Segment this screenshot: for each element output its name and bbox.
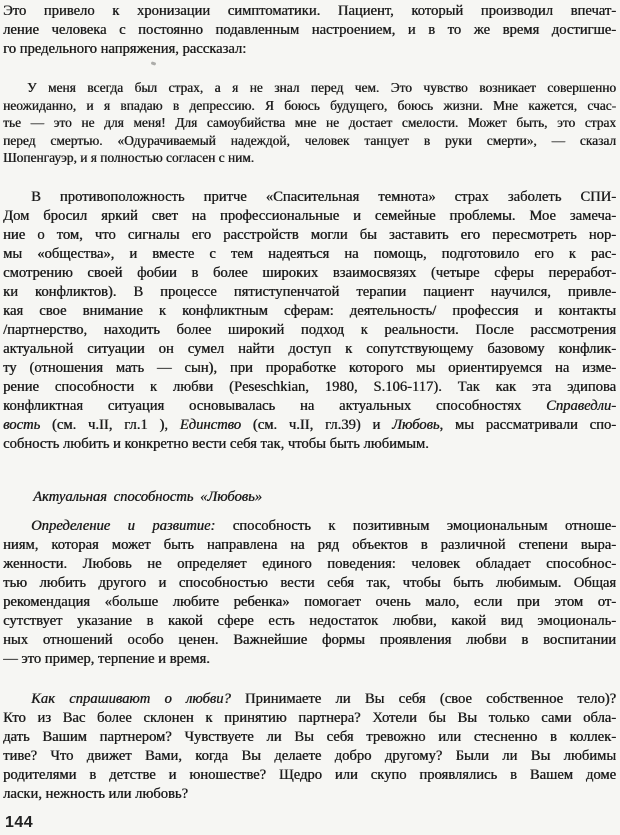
text: женности. Любовь не определяет единого поведения: человек обладает способнос- xyxy=(3,556,616,572)
text: Принимаете ли Вы себя (свое собственное тело)? xyxy=(230,691,616,707)
italic-text: Актуальная способность «Любовь» xyxy=(33,489,262,505)
text-line xyxy=(3,40,616,59)
text-line xyxy=(3,650,616,669)
text-line xyxy=(3,747,616,766)
text-line xyxy=(3,593,616,612)
text: способность к позитивным эмоциональным отноше- xyxy=(215,518,616,534)
paragraph-definition-and-development xyxy=(3,517,616,669)
text: конфликтная ситуация основывалась на актуальных способностях xyxy=(3,398,547,414)
text: У меня всегда был страх, а я не знал перед чем. Это чувство возникает совершенно xyxy=(27,80,616,95)
text-line xyxy=(3,79,616,97)
text: сутствует указание в какой сфере есть недостаток любви, какой вид эмоциональ- xyxy=(3,613,616,629)
text-line xyxy=(3,21,616,40)
text: Это привело к хронизации симптоматики. Пациент, который производил впечат- xyxy=(3,3,616,19)
section-heading-actual-ability-love xyxy=(3,488,616,507)
italic-text: Как спрашивают о любви? xyxy=(31,691,231,707)
text: го предельного напряжения, рассказал: xyxy=(3,41,247,57)
text: смотрению своей фобии в более широких взаимосвязях (четыре сферы переработ- xyxy=(3,265,616,281)
text-line xyxy=(3,359,616,378)
text-line xyxy=(3,397,616,416)
text-line xyxy=(3,264,616,283)
text: кая свое внимание к конфликтным сферам: деятельность/ профессия и контакты xyxy=(3,303,616,319)
text: собность любить и конкретно вести себя так, чтобы быть любимым. xyxy=(3,436,429,452)
text-line xyxy=(3,517,616,536)
text: (см. ч.II, гл.39) и xyxy=(240,417,393,433)
text-line xyxy=(3,766,616,785)
text: тью любить другого и способностью вести себя так, чтобы быть любимым. Общая xyxy=(3,575,616,591)
italic-text: Любовь xyxy=(392,417,440,433)
text: тье — это не для меня! Для самоубийства мне не достает смелости. Может быть, это страх xyxy=(3,115,616,130)
paragraph-symptom-chronification xyxy=(3,2,616,59)
text: ту (отношения мать — сын), при проработке которого мы ориентируемся на изме- xyxy=(3,360,616,376)
text: В противоположность притче «Спасительная темнота» страх заболеть СПИ- xyxy=(31,189,616,205)
text-line xyxy=(3,340,616,359)
patient-quote xyxy=(3,79,616,167)
text: дать Вашим партнером? Чувствуете ли Вы себя тревожно или стесненно в коллек- xyxy=(3,729,616,745)
text: рекомендация «больше любите ребенка» помогает очень мало, если при этом от- xyxy=(3,594,616,610)
text: мы «общества», и вместе с тем надеяться на помощь, подготовило его к рас- xyxy=(3,246,616,262)
text: /партнерство, находить более широкий подход к реальности. После рассмотрения xyxy=(3,322,616,338)
italic-text: Определение и развитие: xyxy=(31,518,216,534)
text: тиве? Что движет Вами, когда Вы делаете добро другому? Были ли Вы любимы xyxy=(3,748,616,764)
text-line xyxy=(3,245,616,264)
page-text xyxy=(3,2,616,804)
text: Дом бросил яркий свет на профессиональные и семейные проблемы. Мое замеча- xyxy=(3,208,616,224)
text: ниям, которая может быть направлена на ряд объектов в различной степени выра- xyxy=(3,537,616,553)
text: ние о том, что сигналы его расстройств могли бы заставить его пересмотреть нор- xyxy=(3,227,616,243)
text-line xyxy=(3,114,616,132)
text: ление человека с постоянно подавленным настроением, и в то же время достигше- xyxy=(3,22,616,38)
text-line xyxy=(3,416,616,435)
text: Шопенгауэр, и я полностью согласен с ним. xyxy=(3,150,254,165)
text: ки конфликтов). В процессе пятиступенчатой терапии пациент научился, привле- xyxy=(3,284,616,300)
text: Кто из Вас более склонен к принятию партнера? Хотели бы Вы только сами обла- xyxy=(3,710,616,726)
text-line xyxy=(3,536,616,555)
text: ласки, нежность или любовь? xyxy=(3,786,188,802)
paragraph-aids-phobia-therapy xyxy=(3,188,616,454)
text-line xyxy=(3,321,616,340)
text-line xyxy=(3,785,616,804)
text-line xyxy=(3,488,616,507)
text: , мы рассматривали спо- xyxy=(439,417,616,433)
text-line xyxy=(3,97,616,115)
text: рение способности к любви (Peseschkian, 1980, S.106-117). Так как эта эдипова xyxy=(3,379,616,395)
text-line xyxy=(3,302,616,321)
text-line xyxy=(3,709,616,728)
text-line xyxy=(3,612,616,631)
text-line xyxy=(3,283,616,302)
text: (см. ч.II, гл.1 ), xyxy=(40,417,180,433)
text: родителями в детстве и юношестве? Щедро или скупо проявлялись в Вашем доме xyxy=(3,767,616,783)
text-line xyxy=(3,728,616,747)
text-line xyxy=(3,226,616,245)
text: актуальной ситуации он сумел найти доступ к сопутствующему базовому конфлик- xyxy=(3,341,616,357)
text-line xyxy=(3,149,616,167)
text-line xyxy=(3,207,616,226)
text-line xyxy=(3,378,616,397)
text-line xyxy=(3,2,616,21)
page-number: 144 xyxy=(5,814,34,831)
italic-text: Единство xyxy=(179,417,241,433)
text: неожиданно, и я впадаю в депрессию. Я боюсь будущего, боюсь жизни. Мне кажется, счас- xyxy=(3,97,616,113)
text-line xyxy=(3,555,616,574)
text-line xyxy=(3,631,616,650)
text-line xyxy=(3,132,616,150)
text-line xyxy=(3,690,616,709)
text: перед смертью. «Одурачиваемый надеждой, человек танцует в руки смерти», — сказал xyxy=(3,132,616,148)
text-line xyxy=(3,574,616,593)
text: — это пример, терпение и время. xyxy=(3,651,210,667)
text-line xyxy=(3,435,616,454)
paragraph-questions-about-love xyxy=(3,690,616,804)
italic-text: Справедли- xyxy=(546,398,616,414)
text: ных отношений особо ценен. Важнейшие формы проявления любви в воспитании xyxy=(3,632,616,648)
text-line xyxy=(3,188,616,207)
italic-text: вость xyxy=(3,417,41,433)
